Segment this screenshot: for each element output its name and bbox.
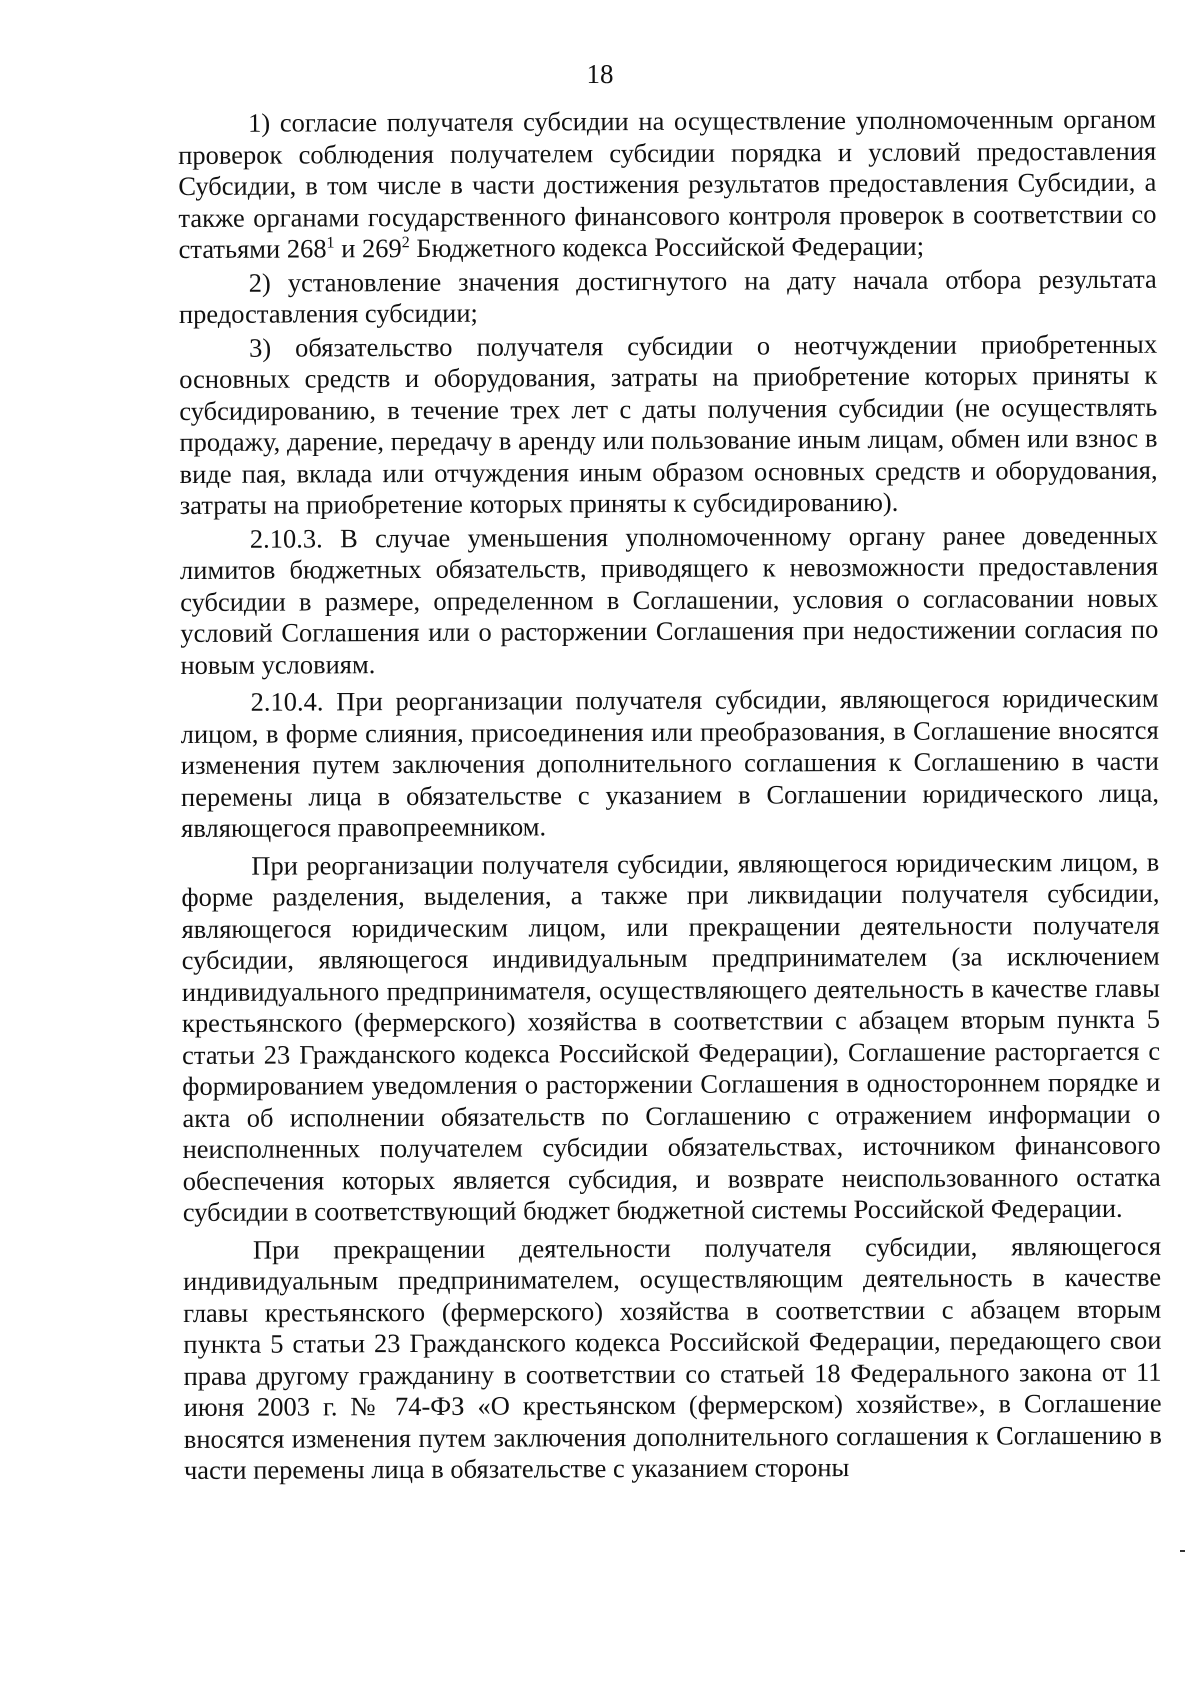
paragraph-2-10-4: 2.10.4. При реорганизации получателя субсидии, являющегося юридическим лицом, в форме слияния, присоединения или преобразования, в Соглашение вносятся изменения путем заключения дополнительного соглашения к Соглашению в части перемены лица в обязательстве с указанием в Соглашении юридического лица, являющегося правопреемником. — [180, 682, 1160, 843]
paragraph-consent — [178, 104, 1157, 266]
article-268-superscript: 1 — [326, 234, 335, 252]
paragraph-consent-text: 1) согласие получателя субсидии на осуществление уполномоченным органом проверок соблюдения получателем субсидии порядка и условий предоставления Субсидии, в том числе в части достижения результатов предоставления Субсидии, а также органами государственного финансового контроля проверок в соответствии со статьями 268 — [178, 103, 1157, 264]
document-body — [178, 104, 1162, 1493]
paragraph-reorganization: При реорганизации получателя субсидии, являющегося юридическим лицом, в форме разделения, выделения, а также при ликвидации получателя субсидии, являющегося юридическим лицом, или прекращении деятельности получателя субсидии, являющегося индивидуальным предпринимателем (за исключением индивидуального предпринимателя, осуществляющего деятельность в качестве главы крестьянского (фермерского) хозяйства в соответствии с абзацем вторым пункта 5 статьи 23 Гражданского кодекса Российской Федерации), Соглашение расторгается с формированием уведомления о расторжении Соглашения в одностороннем порядке и акта об исполнении обязательств по Соглашению с отражением информации о неисполненных получателем субсидии обязательствах, источником финансового обеспечения которых является субсидия, и возврате неиспользованного остатка субсидии в соответствующий бюджет бюджетной системы Российской Федерации. — [181, 846, 1161, 1227]
article-269-superscript: 2 — [401, 234, 410, 252]
paragraph-consent-text-2: и 269 — [334, 233, 402, 264]
paragraph-2-10-3: 2.10.3. В случае уменьшения уполномоченному органу ранее доведенных лимитов бюджетных обязательств, приводящего к невозможности предоставления субсидии в размере, определенном в Соглашении, условия о согласовании новых условий Соглашения или о расторжении Соглашения при недостижении согласия по новым условиям. — [179, 519, 1159, 680]
page-number: 18 — [586, 59, 614, 89]
paragraph-result-value: 2) установление значения достигнутого на дату начала отбора результата предоставления субсидии; — [178, 263, 1157, 329]
paragraph-termination: При прекращении деятельности получателя субсидии, являющегося индивидуальным предпринимателем, осуществляющим деятельность в качестве главы крестьянского (фермерского) хозяйства в соответствии с абзацем вторым пункта 5 статьи 23 Гражданского кодекса Российской Федерации, передающего свои права другому гражданину в соответствии со статьей 18 Федерального закона от 11 июня 2003 г. № 74-ФЗ «О крестьянском (фермерском) хозяйстве», в Соглашение вносятся изменения путем заключения дополнительного соглашения к Соглашению в части перемены лица в обязательстве с указанием стороны — [183, 1230, 1162, 1485]
paragraph-non-alienation: 3) обязательство получателя субсидии о неотчуждении приобретенных основных средств и оборудования, затраты на приобретение которых приняты к субсидированию, в течение трех лет с даты получения субсидии (не осуществлять продажу, дарение, передачу в аренду или пользование иным лицам, обмен или взнос в виде пая, вклада или отчуждения иным образом основных средств и оборудования, затраты на приобретение которых приняты к субсидированию). — [179, 328, 1158, 520]
scan-artifact — [1180, 1550, 1185, 1552]
paragraph-consent-text-3: Бюджетного кодекса Российской Федерации; — [409, 230, 925, 263]
